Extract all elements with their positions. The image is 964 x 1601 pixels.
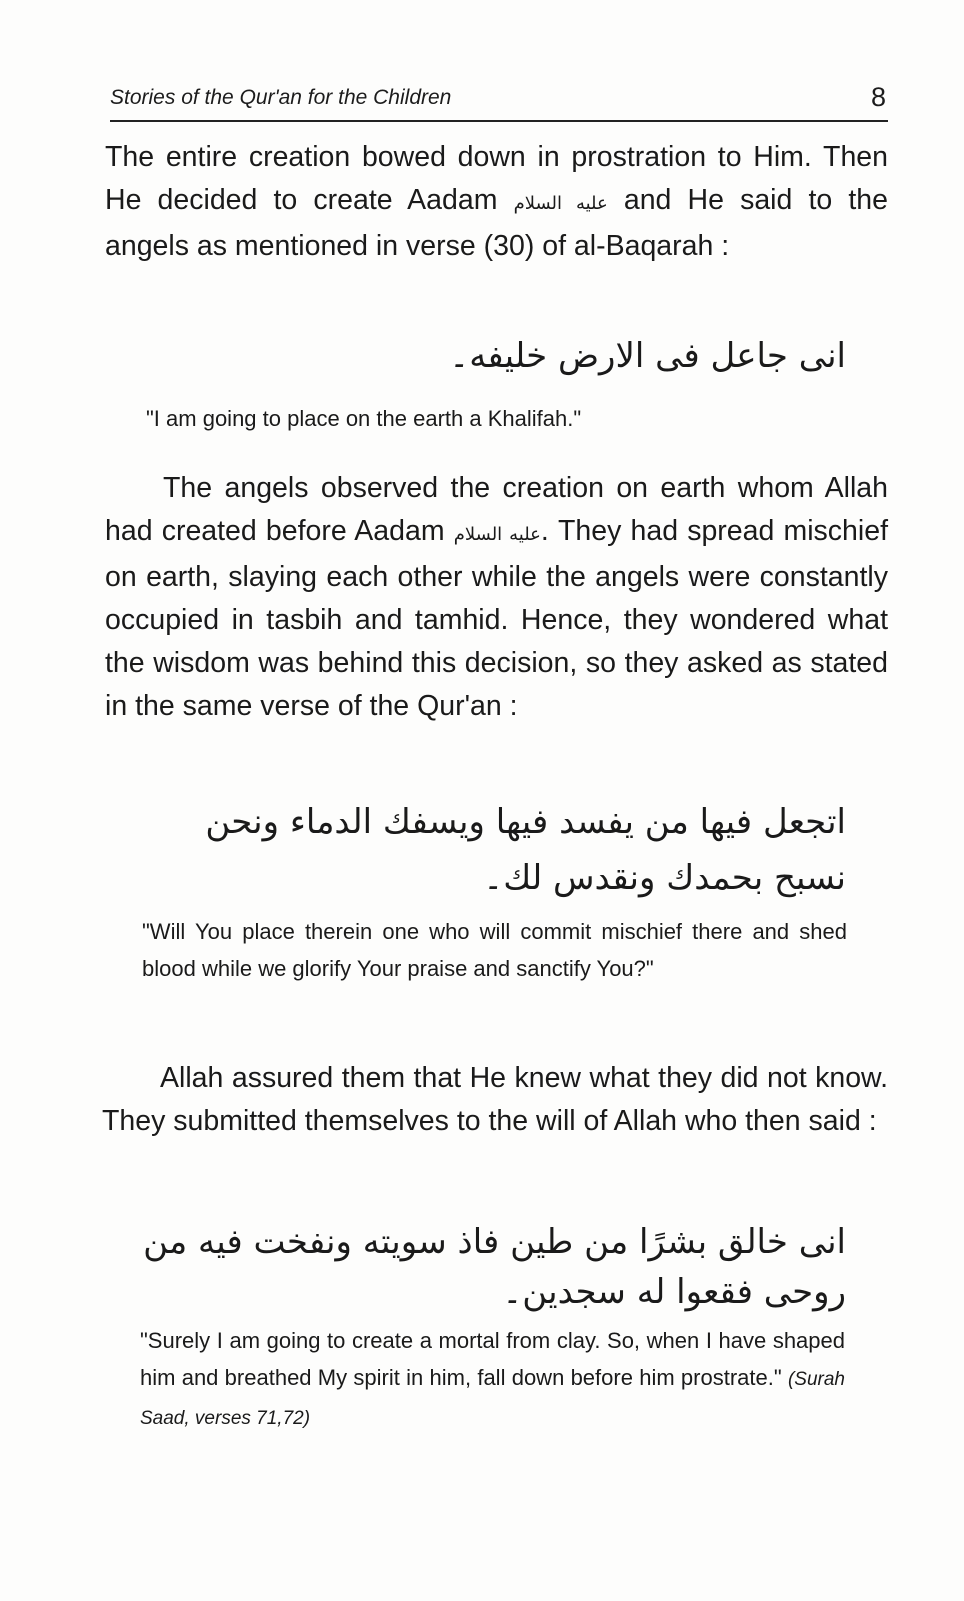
verse-translation (140, 1322, 845, 1437)
page-number: 8 (870, 82, 886, 112)
paragraph-assurance: Allah assured them that He knew what they did not know. They submitted themselves to the will of Allah who then said : (102, 1062, 888, 1137)
honorific-arabic: عليه السلام (513, 193, 608, 214)
quran-verse-arabic: روحى فقعوا له سجدين۔ (502, 1272, 846, 1312)
quran-verse-arabic: انى خالق بشرًا من طين فاذ سويته ونفخت فيه من (143, 1222, 846, 1262)
quran-verse-arabic: انى جاعل فى الارض خليفه۔ (449, 336, 846, 376)
translation-text: "Surely I am going to create a mortal from clay. So, when I have shaped him and breathed My spirit in him, fall down before him prostrate." (140, 1328, 845, 1390)
paragraph-creation (105, 136, 888, 268)
verse-translation: "Will You place therein one who will commit mischief there and shed blood while we glorify Your praise and sanctify You?" (142, 919, 847, 981)
paragraph-text: The entire creation bowed down in prostration to Him. Then He decided to create Aadam (105, 141, 888, 216)
paragraph-angels (105, 467, 888, 728)
quran-verse-arabic: اتجعل فيها من يفسد فيها ويسفك الدماء ونحن (205, 802, 846, 842)
quran-verse-arabic: نسبح بحمدك ونقدس لك۔ (483, 858, 846, 898)
page-header (110, 82, 886, 118)
header-rule (110, 120, 888, 122)
verse-citation: (Surah Saad, verses 71,72) (140, 1369, 845, 1429)
honorific-arabic: عليه السلام (453, 524, 541, 545)
paragraph-text: . They had spread mischief on earth, slaying each other while the angels were constantly occupied in tasbih and tamhid. Hence, they wondered what the wisdom was behind this decision, so they asked as stated in the same verse of the Qur'an : (105, 515, 889, 722)
verse-translation: "I am going to place on the earth a Khalifah." (146, 406, 582, 431)
running-title: Stories of the Qur'an for the Children (110, 86, 452, 109)
paragraph-text: The angels observed the creation on earth whom Allah had created before Aadam (105, 472, 888, 547)
paragraph-text: and He said to the angels as mentioned in verse (30) of al-Baqarah : (105, 184, 888, 262)
